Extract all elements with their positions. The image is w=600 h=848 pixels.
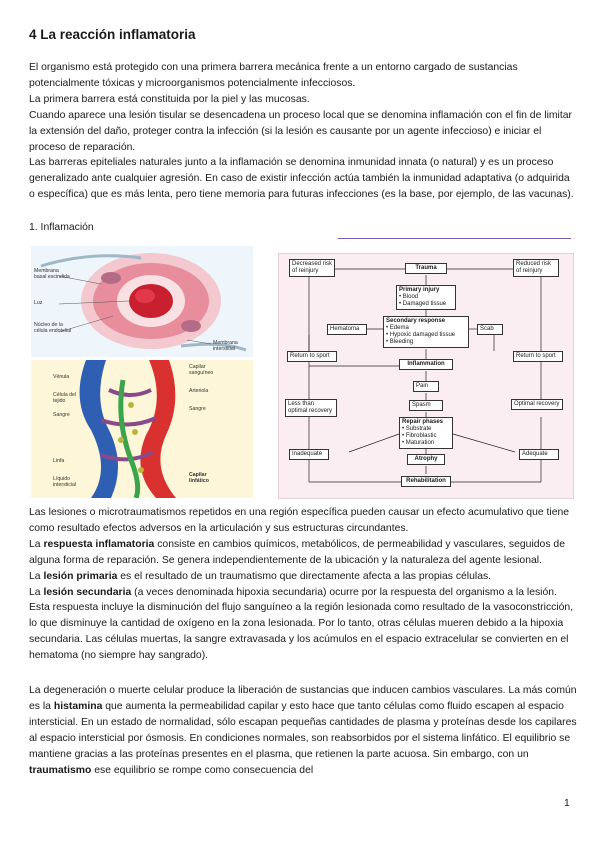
paragraph: Las lesiones o microtraumatismos repetidos en una región específica pueden causar un efecto acumulativo que tiene como resultado efectos adversos en la articulación y sus estructuras circundantes.: [29, 507, 570, 534]
flow-repair-title: Repair phases: [402, 419, 444, 425]
flow-spasm: Spasm: [409, 400, 443, 411]
intro-text: [29, 60, 577, 203]
capillary-illustration: [31, 246, 253, 357]
flow-secondary-item: • Edema: [386, 325, 409, 331]
figure-label: Sangre: [189, 406, 206, 412]
figure-label: Membrana interstitial: [213, 340, 238, 352]
figure-label: Membrana basal escindida: [34, 268, 70, 280]
figure-label: Célula del tejido: [53, 392, 77, 404]
flow-primary-item: • Blood: [399, 294, 419, 300]
flow-optimal: Optimal recovery: [511, 399, 563, 410]
flow-return-left: Return to sport: [287, 351, 337, 362]
bold-term: lesión primaria: [43, 570, 118, 582]
intro-paragraph: El organismo está protegido con una primera barrera mecánica frente a un entorno cargado de sustancias potencialmente tóxicas y microorganismos potencialmente infecciosos.: [29, 62, 518, 89]
figure-label: Capilar sanguíneo: [189, 364, 214, 376]
flow-adequate: Adequate: [519, 449, 559, 460]
paragraph: La degeneración o muerte celular produce la liberación de sustancias que inducen cambios vasculares. La más común es la histamina que aumenta la permeabilidad capilar y esto hace que tanto células como fluido escapen al espacio intersticial. En un estado de normalidad, sólo escapan pequeñas cantidades de plasma y proteínas desde los capilares al espacio intersticial por ósmosis. En condiciones normales, son reabsorbidos por el sistema linfático. El equilibrio se mantiene gracias a las proteínas presentes en el plasma, que retienen la parte acuosa. Sin embargo, con un traumatismo ese equilibrio se rompe como consecuencia del: [29, 685, 577, 776]
capillary-bed-illustration: [31, 360, 253, 498]
flow-primary-item: • Damaged tissue: [399, 301, 447, 307]
flow-pain: Pain: [413, 381, 439, 392]
bold-term: respuesta inflamatoria: [43, 538, 155, 550]
bold-term: histamina: [53, 700, 103, 712]
intro-paragraph: Cuando aparece una lesión tisular se desencadena un proceso local que se denomina inflamación con el fin de limitar la extensión del daño, proteger contra la infección (si la lesión es causante por un agente infeccioso) e iniciar el proceso de reparación.: [29, 109, 572, 153]
figure-label: Vénula: [53, 374, 70, 380]
intro-paragraph: La primera barrera está constituida por la piel y las mucosas.: [29, 93, 310, 105]
flow-inadequate: Inadequate: [289, 449, 329, 460]
flow-reduced-risk: Reduced risk of reinjury: [513, 259, 559, 277]
page-number: 1: [564, 798, 570, 809]
intro-paragraph: Las barreras epiteliales naturales junto a la inflamación se denomina inmunidad innata (o natural) y es un proceso generalizado ante cualquier agresión. En caso de existir infección actúa también la inmunidad adaptativa (o adquirida o específica) que es más lenta, pero tiene memoria para futuras infecciones (es la base, por ejemplo, de las vacunas).: [29, 157, 574, 201]
figure-label: Sangre: [53, 412, 70, 418]
flow-repair-item: • Fibroblastic: [402, 433, 437, 439]
injury-flowchart: [278, 253, 574, 499]
figure-label: Capilar linfático: [189, 472, 209, 484]
flow-repair-phases: [399, 417, 453, 449]
body-text-2: [29, 683, 577, 778]
bold-term: lesión secundaria: [43, 586, 132, 598]
section-heading: 1. Inflamación: [29, 222, 94, 233]
flow-secondary-response: [383, 316, 469, 348]
figure-label: Núcleo de la célula endotelial: [34, 322, 72, 334]
section-rule: [338, 238, 571, 239]
flow-rehabilitation: Rehabilitation: [401, 476, 451, 487]
flow-hematoma: Hematoma: [327, 324, 367, 335]
page-title: 4 La reacción inflamatoria: [29, 27, 196, 42]
body-text: [29, 505, 577, 664]
flow-repair-item: • Maturation: [402, 440, 435, 446]
flow-decreased-risk: Decreased risk of reinjury: [289, 259, 335, 277]
bold-term: traumatismo: [29, 764, 92, 776]
flow-secondary-item: • Hypoxic damaged tissue: [386, 332, 456, 338]
flow-scab: Scab: [477, 324, 503, 335]
flow-secondary-item: • Bleeding: [386, 339, 414, 345]
flow-less-optimal: Less than optimal recovery: [285, 399, 337, 417]
flow-secondary-title: Secondary response: [386, 318, 446, 324]
figure-label: Linfa: [53, 458, 65, 464]
flow-primary-injury: [396, 285, 456, 310]
flow-primary-title: Primary injury: [399, 287, 440, 293]
flow-repair-item: • Substrate: [402, 426, 432, 432]
figure-label: Arteriola: [189, 388, 209, 394]
flow-inflammation: Inflammation: [399, 359, 453, 370]
flow-trauma: Trauma: [405, 263, 447, 274]
flow-return-right: Return to sport: [513, 351, 563, 362]
figure-label: Luz: [34, 300, 43, 306]
paragraph: La lesión primaria es el resultado de un traumatismo que directamente afecta a las propias células.: [29, 570, 492, 582]
paragraph: La lesión secundaria (a veces denominada hipoxia secundaria) ocurre por la respuesta del organismo a la lesión. Esta respuesta incluye la disminución del flujo sanguíneo a la región lesionada como resultado de la vasoconstricción, lo que disminuye la cantidad de oxígeno en la zona lesionada. Por lo tanto, otras células mueren debido a la hipoxia secundaria. Las células muertas, la sangre extravasada y los acúmulos en el espacio extracelular se convierten en el hematoma (no siempre hay sangrado).: [29, 586, 574, 662]
flow-atrophy: Atrophy: [407, 454, 445, 465]
paragraph: La respuesta inflamatoria consiste en cambios químicos, metabólicos, de permeabilidad y vasculares, seguidos de alguna forma de reparación. Se genera independientemente de la ubicación y la naturaleza del agente lesional.: [29, 538, 565, 566]
figure-label: Líquido intersticial: [53, 476, 77, 488]
